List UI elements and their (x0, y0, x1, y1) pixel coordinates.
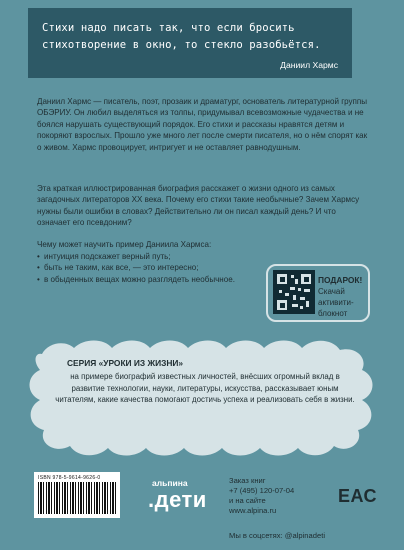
lessons-title: Чему может научить пример Даниила Хармса: (37, 240, 212, 249)
publisher-logo-small: альпина (152, 478, 188, 488)
order-phone: +7 (495) 120-07-04 (229, 486, 295, 495)
gift-title: ПОДАРОК! (318, 275, 363, 285)
quote-author: Даниил Хармс (280, 60, 338, 70)
publisher-logo: .дети (148, 487, 207, 512)
description-paragraph-2: Эта краткая иллюстрированная биография расскажет о жизни одного из самых загадочных литераторов XX века. Почему его стихи такие необычные? Зачем Хармсу нужны были ошибки в словах? Действительно ли он писал каждый день? И что означает его псевдоним? (37, 184, 360, 228)
lesson-item: • интуиция подскажет верный путь; (37, 251, 252, 262)
social-handle: Мы в соцсетях: @alpinadeti (229, 531, 326, 540)
order-info (229, 476, 319, 516)
barcode-icon (38, 482, 116, 514)
gift-text: Скачай активити-блокнот (318, 287, 354, 318)
description-paragraph-1: Даниил Хармс — писатель, поэт, прозаик и драматург, основатель литературной группы ОБЭРИУ. Он любил выделяться из толпы, придумывал всевозможные чудачества и не боялся нарушать существующий порядок. Его стихи и рассказы нравятся детям и покоряют взрослых. Прошло уже много лет после смерти писателя, но о нём спорят как о живом. Хармс провоцирует, интригует и не оставляет равнодушным. (37, 97, 368, 152)
lesson-item: • быть не таким, как все, — это интересно; (37, 262, 252, 273)
eac-mark-icon: ЕАС (338, 486, 378, 506)
order-line: и на сайте (229, 496, 266, 505)
quote-line-1: Стихи надо писать так, что если бросить (42, 22, 295, 34)
quote-line-2: стихотворение в окно, то стекло разобьётся. (42, 39, 321, 51)
qr-code-icon[interactable] (273, 270, 315, 314)
quote-box (28, 8, 352, 78)
lessons-list (37, 251, 252, 285)
series-text: на примере биографий известных личностей, внёсших огромный вклад в развитие технологии, науки, литературы, искусства, рассказывает юным читателям, какие качества помогают достичь успеха и реализовать себя в жизни. (55, 372, 355, 404)
order-line: Заказ книг (229, 476, 266, 485)
lesson-item: • в обыденных вещах можно разглядеть необычное. (37, 274, 252, 285)
order-website: www.alpina.ru (229, 506, 277, 515)
series-title: СЕРИЯ «УРОКИ ИЗ ЖИЗНИ» (67, 358, 184, 368)
isbn-barcode (34, 472, 120, 518)
isbn-text: ISBN 978-5-9614-9626-0 (38, 475, 101, 481)
quote-text (42, 20, 342, 54)
